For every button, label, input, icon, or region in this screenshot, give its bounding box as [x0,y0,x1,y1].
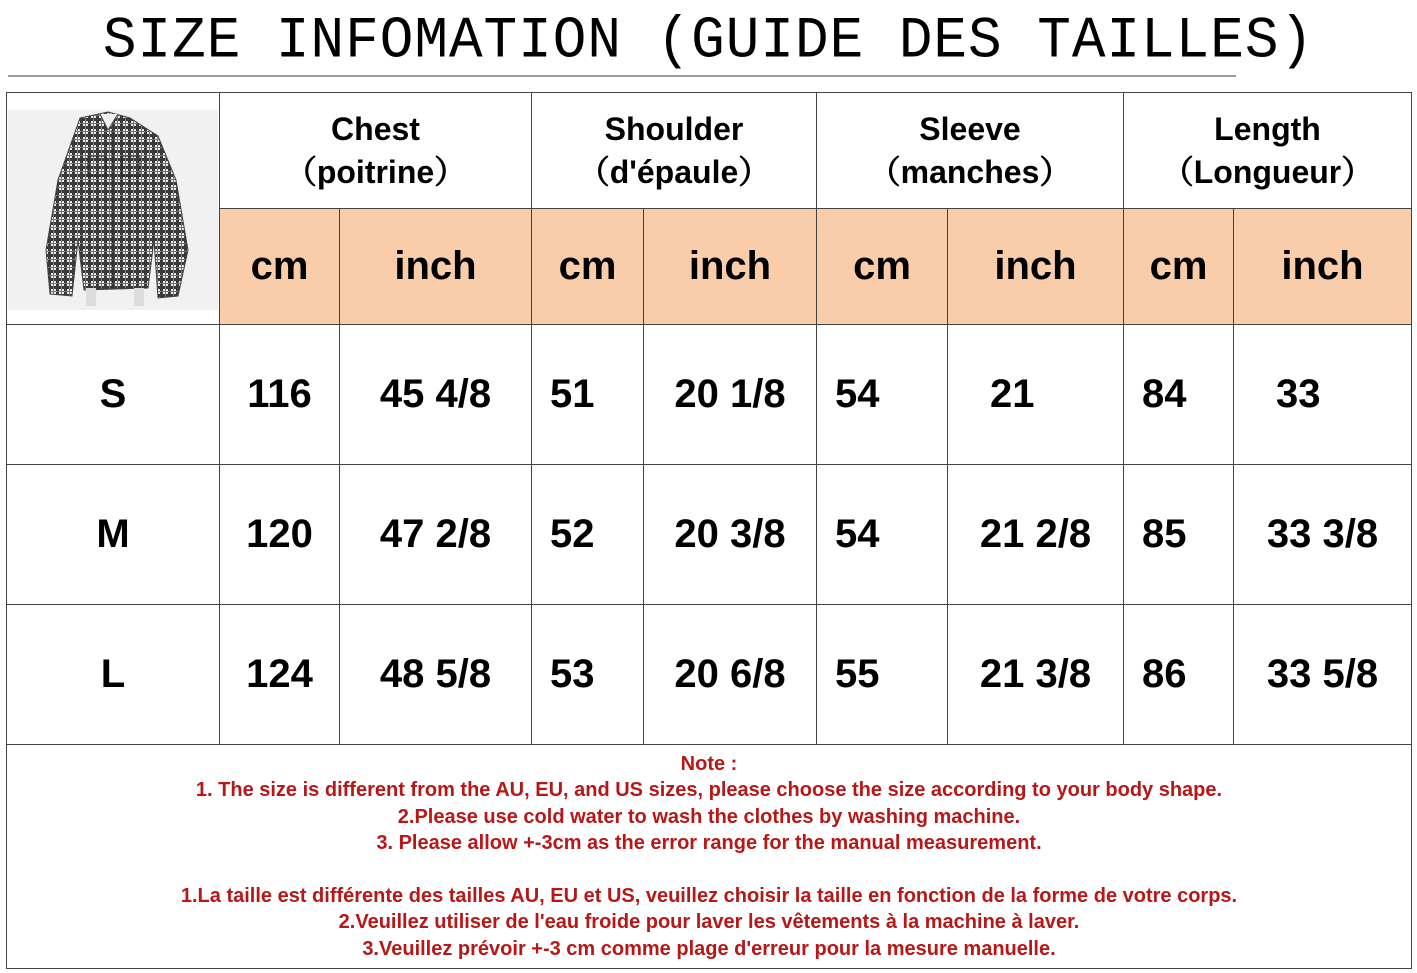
size-label: S [7,325,220,465]
chest-inch-value: 48 5/8 [340,605,532,745]
unit-inch: inch [644,209,817,325]
chest-cm-value: 124 [220,605,340,745]
shoulder-inch-value: 20 3/8 [644,465,817,605]
note-fr-2: 2.Veuillez utiliser de l'eau froide pour laver les vêtements à la machine à laver. [338,911,1080,934]
unit-inch: inch [948,209,1124,325]
note-heading: Note : [680,752,738,775]
plaid-shirt-image [8,110,218,310]
note-spacer [7,857,1411,883]
sleeve-header [817,93,1124,209]
unit-cm: cm [220,209,340,325]
note-fr-3: 3.Veuillez prévoir +-3 cm comme plage d'erreur pour la mesure manuelle. [362,937,1056,960]
length-label-fr: （Longueur） [1161,153,1374,190]
note-en-3: 3. Please allow +-3cm as the error range for the manual measurement. [376,832,1042,855]
chest-cm-value: 120 [220,465,340,605]
unit-cm: cm [532,209,644,325]
length-cm-value: 85 [1124,465,1234,605]
note-en-1: 1. The size is different from the AU, EU, and US sizes, please choose the size according to your body shape. [195,779,1223,802]
sleeve-cm-value: 55 [817,605,948,745]
unit-inch: inch [340,209,532,325]
note-en-2: 2.Please use cold water to wash the clothes by washing machine. [397,805,1021,828]
sleeve-inch-value: 21 3/8 [948,605,1124,745]
table-row [7,325,1412,465]
length-cm-value: 84 [1124,325,1234,465]
page-title: SIZE INFOMATION (GUIDE DES TAILLES) [102,7,1315,75]
title-divider [8,75,1236,77]
shoulder-cm-value: 52 [532,465,644,605]
length-inch-value: 33 [1234,325,1412,465]
shoulder-label-fr: （d'épaule） [577,153,771,190]
chest-inch-value: 45 4/8 [340,325,532,465]
product-photo-cell [7,93,220,325]
length-header [1124,93,1412,209]
sleeve-inch-value: 21 [948,325,1124,465]
shoulder-inch-value: 20 1/8 [644,325,817,465]
shoulder-header [532,93,817,209]
chest-label: Chest [331,110,420,147]
sleeve-cm-value: 54 [817,325,948,465]
length-cm-value: 86 [1124,605,1234,745]
shoulder-label: Shoulder [604,110,744,147]
sleeve-label-fr: （manches） [868,153,1072,190]
chest-cm-value: 116 [220,325,340,465]
shoulder-cm-value: 51 [532,325,644,465]
size-chart-table [6,92,1412,969]
sleeve-label: Sleeve [919,110,1021,147]
length-inch-value: 33 5/8 [1234,605,1412,745]
length-inch-value: 33 3/8 [1234,465,1412,605]
shoulder-cm-value: 53 [532,605,644,745]
length-label: Length [1214,110,1321,147]
unit-cm: cm [1124,209,1234,325]
unit-inch: inch [1234,209,1412,325]
unit-cm: cm [817,209,948,325]
table-row [7,465,1412,605]
size-label: L [7,605,220,745]
sleeve-cm-value: 54 [817,465,948,605]
notes-section [7,745,1412,969]
chest-inch-value: 47 2/8 [340,465,532,605]
note-fr-1: 1.La taille est différente des tailles AU, EU et US, veuillez choisir la taille en fonction de la forme de votre corps. [180,884,1238,907]
chest-label-fr: （poitrine） [284,153,467,190]
chest-header [220,93,532,209]
size-label: M [7,465,220,605]
shoulder-inch-value: 20 6/8 [644,605,817,745]
sleeve-inch-value: 21 2/8 [948,465,1124,605]
table-row [7,605,1412,745]
